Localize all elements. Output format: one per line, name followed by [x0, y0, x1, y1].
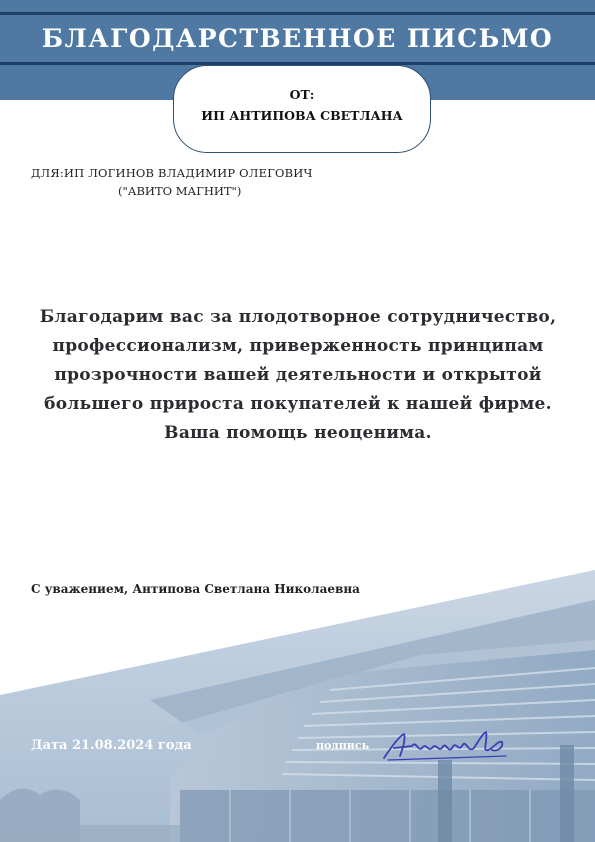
sender-box	[173, 65, 431, 153]
sender-label: ОТ:	[289, 87, 315, 102]
body-line: Благодарим вас за плодотворное сотрудничество,	[39, 307, 557, 327]
letter-date: Дата 21.08.2024 года	[31, 738, 192, 753]
recipient-company: ("АВИТО МАГНИТ")	[118, 184, 242, 198]
body-line: большего прироста покупателей к нашей фирме.	[44, 394, 552, 414]
letter-body	[24, 303, 572, 448]
recipient-line: ДЛЯ:ИП ЛОГИНОВ ВЛАДИМИР ОЛЕГОВИЧ	[31, 166, 313, 180]
sender-name: ИП АНТИПОВА СВЕТЛАНА	[201, 108, 403, 123]
body-line: профессионализм, приверженность принципам	[52, 336, 544, 356]
body-line: Ваша помощь неоценима.	[164, 423, 432, 443]
letter-title: БЛАГОДАРСТВЕННОЕ ПИСЬМО	[41, 24, 554, 53]
closing-regards: С уважением, Антипова Светлана Николаевна	[31, 582, 360, 596]
handwritten-signature	[378, 726, 518, 766]
header-stripe-top	[0, 12, 595, 15]
signature-label: подпись	[316, 739, 370, 752]
body-line: прозрочности вашей деятельности и открытой	[54, 365, 542, 385]
